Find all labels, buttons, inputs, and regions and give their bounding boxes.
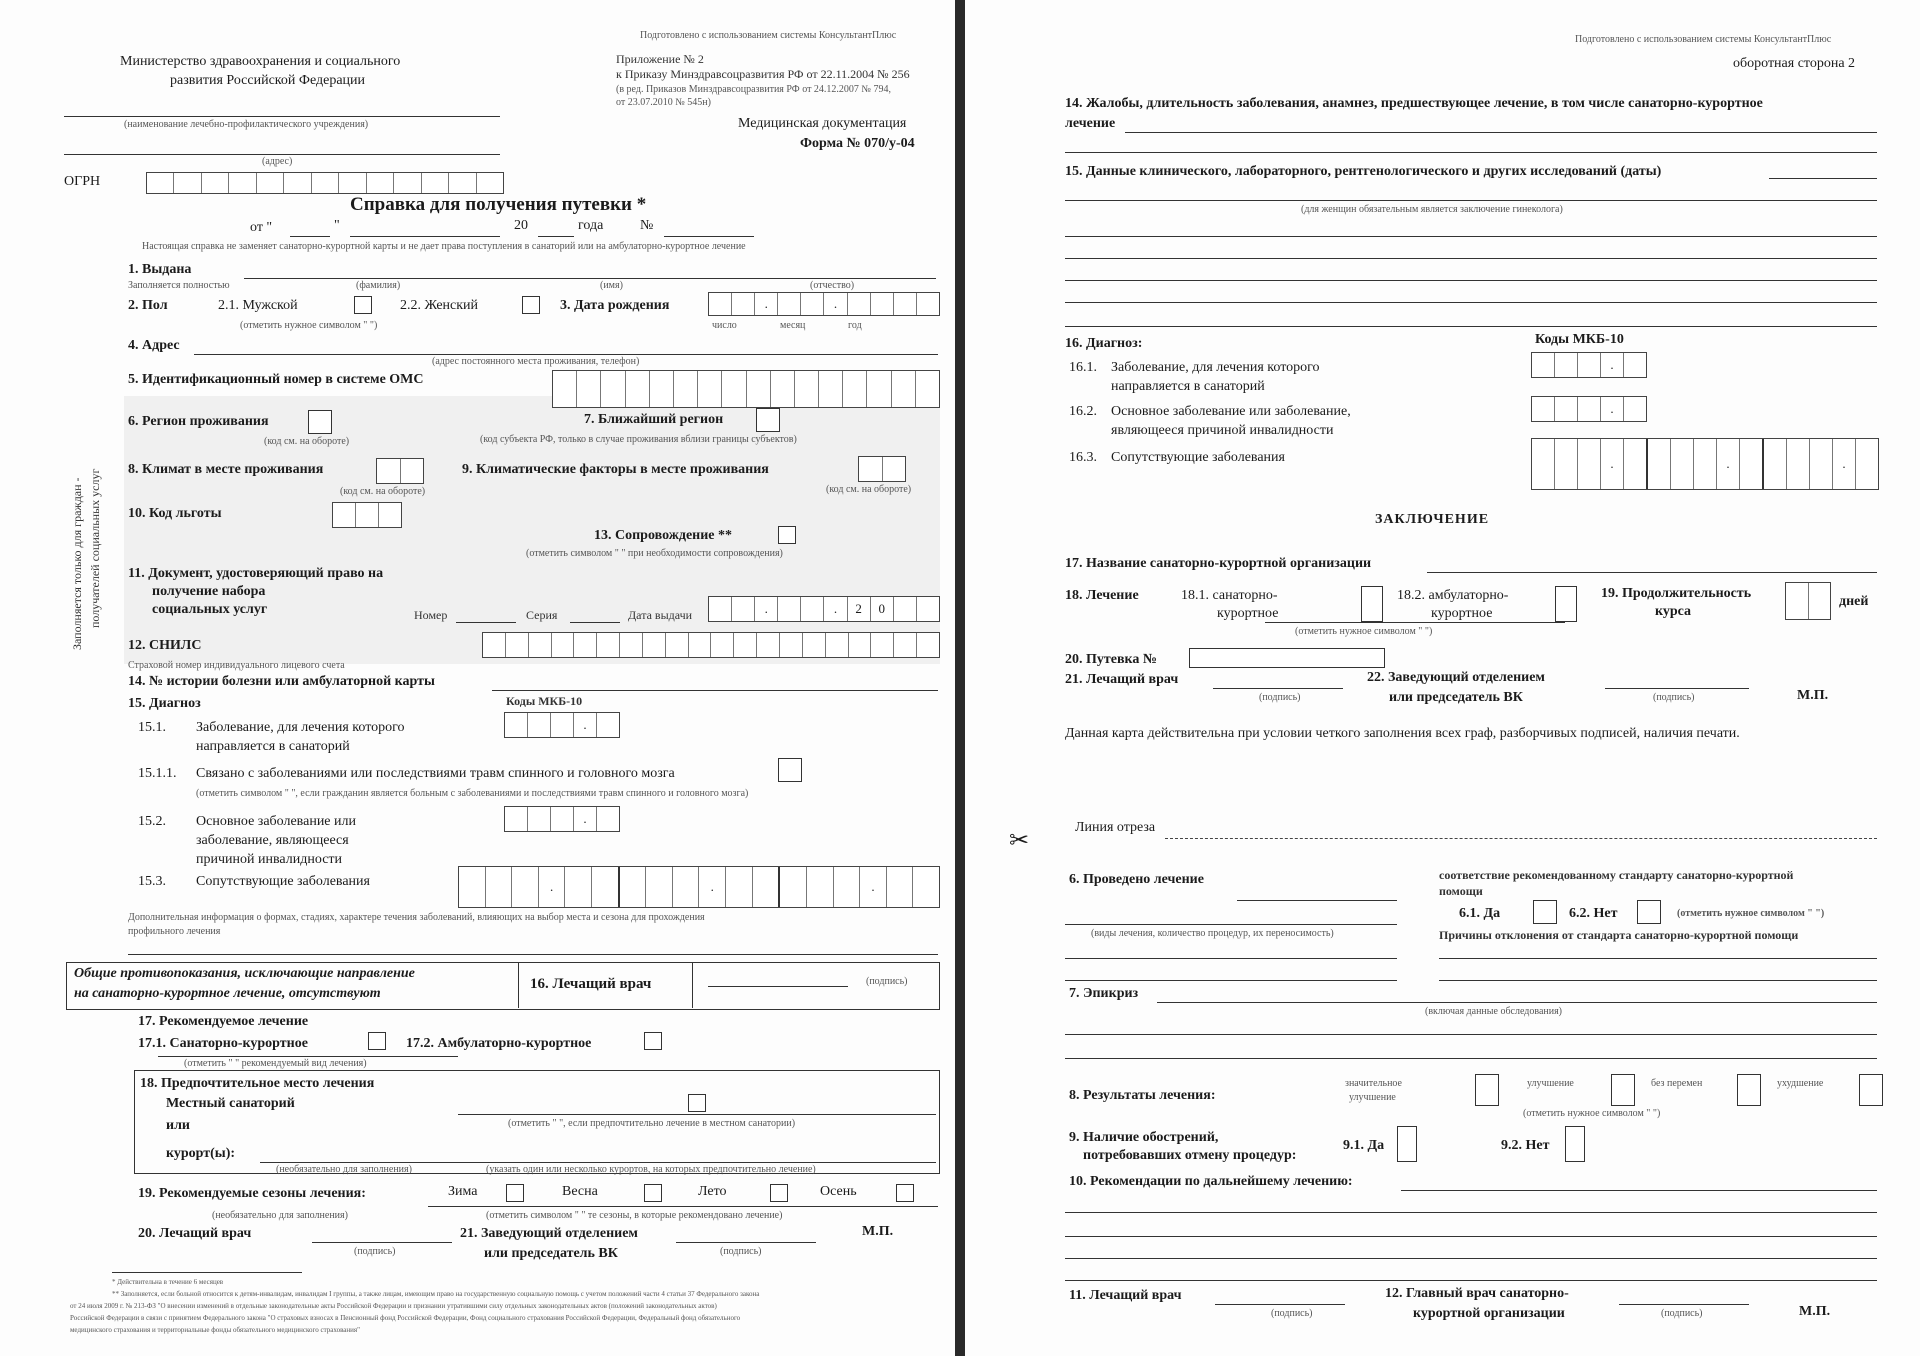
recommendations-line-5[interactable] — [1065, 1280, 1877, 1281]
sex-mark-caption: (отметить нужное символом " ") — [240, 320, 378, 331]
s15-3-number: 15.3. — [138, 874, 166, 889]
r-s16-2-line1: Основное заболевание или заболевание, — [1111, 404, 1351, 419]
s15-2-line3: причиной инвалидности — [196, 852, 343, 867]
date-from-label: от " — [250, 220, 273, 235]
outpatient-checkbox-back[interactable] — [1555, 586, 1577, 622]
complaints-line-2[interactable] — [1065, 152, 1877, 153]
contraindications-line1: Общие противопоказания, исключающие направление — [74, 966, 415, 981]
appendix-line2: к Приказу Минздравсоцразвития РФ от 22.11.2004 № 256 — [616, 67, 910, 81]
female-checkbox[interactable] — [522, 296, 540, 314]
s2-sex-label: 2. Пол — [128, 298, 168, 313]
result-significant-line2: улучшение — [1349, 1092, 1396, 1103]
c6-treatment-label: 6. Проведено лечение — [1069, 872, 1204, 887]
nearest-region-caption: (код субъекта РФ, только в случае проживания вблизи границы субъектов) — [480, 434, 797, 445]
doc-number-label: Номер — [414, 608, 448, 622]
address-caption: (адрес) — [262, 156, 293, 167]
ministry-name-line2: развития Российской Федерации — [170, 73, 366, 88]
doc-date-cell: 0 — [871, 597, 894, 621]
region-code-box[interactable] — [308, 410, 332, 434]
mkb-cells-disability[interactable]: . — [504, 806, 620, 832]
r-s19-line1: 19. Продолжительность — [1601, 586, 1752, 601]
doc-number-line[interactable] — [456, 622, 516, 623]
s15-1-1-text: Связано с заболеваниями или последствиями травм спинного и головного мозга — [196, 766, 675, 781]
r-s21-doctor-label: 21. Лечащий врач — [1065, 672, 1179, 687]
doc-date-cell — [894, 597, 917, 621]
residence-address-line[interactable] — [194, 354, 938, 355]
back-side-label: оборотная сторона 2 — [1733, 56, 1856, 71]
c11-signature-line[interactable] — [1215, 1304, 1345, 1305]
s18-optional-caption: (необязательно для заполнения) — [276, 1164, 412, 1175]
climate-code-cells[interactable] — [376, 458, 424, 484]
c7-caption: (включая данные обследования) — [1425, 1006, 1563, 1017]
s15-2-line1: Основное заболевание или — [196, 814, 356, 829]
footnote-4: Российской Федерации в связи с принятием Федерального закона "О страховых взносах в Пенсионный фонд Российской Федерации, Фонд социального страхования Российской Федерации, Федеральный фонд обязательного — [70, 1314, 741, 1322]
result-no-change-checkbox[interactable] — [1737, 1074, 1761, 1106]
year-caption: год — [848, 320, 862, 331]
research-line-3[interactable] — [1065, 258, 1877, 259]
institution-line — [64, 116, 500, 117]
recommendations-line-4[interactable] — [1065, 1258, 1877, 1259]
spinal-trauma-checkbox[interactable] — [778, 758, 802, 782]
r-s18-2-line2: курортное — [1431, 606, 1493, 621]
result-worse-checkbox[interactable] — [1859, 1074, 1883, 1106]
r-s18-1-line2: курортное — [1217, 606, 1279, 621]
s15-2-line2: заболевание, являющееся — [196, 833, 349, 848]
s15-1-line1: Заболевание, для лечения которого — [196, 720, 405, 735]
result-significant-checkbox[interactable] — [1475, 1074, 1499, 1106]
spring-checkbox[interactable] — [644, 1184, 662, 1202]
s11-document-line1: 11. Документ, удостоверяющий право на — [128, 566, 384, 581]
research-line-0[interactable] — [1769, 178, 1877, 179]
additional-info-line[interactable] — [128, 954, 938, 955]
region-code-caption: (код см. на обороте) — [264, 436, 350, 447]
s19-line — [428, 1206, 938, 1207]
date-day-line[interactable] — [290, 236, 330, 237]
sanatorium-treatment-checkbox[interactable] — [368, 1032, 386, 1050]
course-days-cells[interactable] — [1785, 582, 1831, 620]
season-autumn-label: Осень — [820, 1184, 857, 1199]
appendix-line4: от 23.07.2010 № 545н) — [616, 97, 711, 108]
c6-treatment-line-1[interactable] — [1237, 900, 1397, 901]
result-significant-line1: значительное — [1345, 1078, 1402, 1089]
page-divider — [955, 0, 965, 1356]
c12-signature-line[interactable] — [1619, 1304, 1749, 1305]
s18-or-label: или — [166, 1118, 190, 1133]
local-sanatorium-checkbox[interactable] — [688, 1094, 706, 1112]
full-name-line[interactable] — [244, 278, 936, 279]
r-s22-signature-caption: (подпись) — [1653, 692, 1695, 703]
cut-line — [1165, 838, 1877, 839]
s18-resort-caption: (указать один или несколько курортов, на которых предпочтительно лечение) — [486, 1164, 816, 1175]
research-line-2[interactable] — [1065, 236, 1877, 237]
s17-underline — [158, 1056, 458, 1057]
c6-standard-line1: соответствие рекомендованному стандарту санаторно-курортной — [1439, 868, 1794, 882]
result-improvement-label: улучшение — [1527, 1078, 1574, 1089]
sanatorium-checkbox-back[interactable] — [1361, 586, 1383, 622]
date-year-prefix: 20 — [514, 218, 528, 233]
s16-doctor-label: 16. Лечащий врач — [530, 976, 652, 992]
footnote-2: ** Заполняется, если больной относится к детям-инвалидам, инвалидам I группы, а также лицам, имеющим право на государственную социальную помощь с учетом положений части 4 статьи 37 Федерального закона — [112, 1290, 760, 1298]
s3-birthdate-label: 3. Дата рождения — [560, 298, 670, 313]
month-caption: месяц — [780, 320, 806, 331]
s9-climate-factors-label: 9. Климатические факторы в месте проживания — [462, 462, 769, 477]
c11-doctor-label: 11. Лечащий врач — [1069, 1288, 1182, 1303]
s1-issued-label: 1. Выдана — [128, 262, 192, 277]
s6-region-label: 6. Регион проживания — [128, 414, 269, 429]
s11-document-line3: социальных услуг — [152, 602, 268, 617]
s15-diagnosis-label: 15. Диагноз — [128, 696, 201, 711]
appendix-line3: (в ред. Приказов Минздравсоцразвития РФ от 24.12.2007 № 794, — [616, 84, 891, 95]
doc-date-cells[interactable] — [708, 596, 940, 622]
doc-date-cell — [801, 597, 824, 621]
s14-history-label: 14. № истории болезни или амбулаторной карты — [128, 674, 435, 689]
r-s16-3-number: 16.3. — [1069, 450, 1097, 465]
c11-signature-caption: (подпись) — [1271, 1308, 1313, 1319]
escort-checkbox[interactable] — [778, 526, 796, 544]
research-line-5[interactable] — [1065, 302, 1877, 303]
birthdate-cells[interactable]: . . — [708, 292, 940, 316]
s17-treatment-label: 17. Рекомендуемое лечение — [138, 1014, 309, 1029]
spinal-trauma-caption: (отметить символом " ", если гражданин является больным с заболеваниями и последствиями травм спинного и головного мозга) — [196, 788, 749, 799]
cut-line-label: Линия отреза — [1075, 820, 1156, 835]
s4-address-label: 4. Адрес — [128, 338, 180, 353]
summer-checkbox[interactable] — [770, 1184, 788, 1202]
organization-name-line[interactable] — [1427, 572, 1877, 573]
contra-divider — [518, 962, 519, 1008]
c6-treatment-line-2[interactable] — [1065, 924, 1397, 925]
r-s18-label: 18. Лечение — [1065, 588, 1139, 603]
winter-checkbox[interactable] — [506, 1184, 524, 1202]
doc-date-cell — [709, 597, 732, 621]
s19-seasons-label: 19. Рекомендуемые сезоны лечения: — [138, 1186, 366, 1201]
s21-head-line2: или председатель ВК — [484, 1246, 618, 1261]
s15-3-text: Сопутствующие заболевания — [196, 874, 370, 889]
c9-1-yes-label: 9.1. Да — [1343, 1138, 1385, 1153]
s15-1-1-number: 15.1.1. — [138, 766, 177, 781]
med-doc-label: Медицинская документация — [738, 116, 907, 131]
mkb-label: Коды МКБ-10 — [506, 694, 583, 708]
ministry-name-line1: Министерство здравоохранения и социального — [120, 54, 401, 69]
certificate-number-line[interactable] — [664, 236, 754, 237]
s12-snils-label: 12. СНИЛС — [128, 638, 202, 653]
nearest-region-box[interactable] — [756, 408, 780, 432]
residence-address-caption: (адрес постоянного места проживания, телефон) — [432, 356, 640, 367]
c9-line2: потребовавших отмену процедур: — [1083, 1148, 1297, 1163]
c8-results-label: 8. Результаты лечения: — [1069, 1088, 1216, 1103]
r-s14-line2: лечение — [1065, 116, 1116, 131]
c9-line1: 9. Наличие обострений, — [1069, 1130, 1219, 1145]
r-s16-2-number: 16.2. — [1069, 404, 1097, 419]
voucher-number-box[interactable] — [1189, 648, 1385, 668]
climate-factors-caption: (код см. на обороте) — [826, 484, 912, 495]
result-no-change-label: без перемен — [1651, 1078, 1703, 1089]
r-s16-2-line2: являющееся причиной инвалидности — [1111, 423, 1334, 438]
s18-resort-label: курорт(ы): — [166, 1146, 236, 1161]
footnote-5: медицинского страхования и территориальные фонды обязательного медицинского страхования" — [70, 1326, 360, 1334]
s11-document-line2: получение набора — [152, 584, 266, 599]
s2-male-label: 2.1. Мужской — [218, 298, 298, 313]
research-line-1[interactable] — [1065, 200, 1877, 201]
c6-treatment-line-3[interactable] — [1065, 958, 1397, 959]
doc-date-cell — [778, 597, 801, 621]
certificate-note: Настоящая справка не заменяет санаторно-курортной карты и не дает права поступления в санаторий или на амбулаторно-курортное лечение — [142, 241, 746, 252]
additional-info-line1: Дополнительная информация о формах, стадиях, характере течения заболеваний, влияющих на выбор места и сезона для прохождения — [128, 912, 705, 923]
r-s15-caption: (для женщин обязательным является заключение гинеколога) — [1301, 204, 1563, 215]
ogrn-cells[interactable] — [146, 172, 504, 194]
r-s22-line1: 22. Заведующий отделением — [1367, 670, 1545, 685]
climate-caption: (код см. на обороте) — [340, 486, 426, 497]
consultant-note: Подготовлено с использованием системы КонсультантПлюс — [640, 30, 897, 41]
male-checkbox[interactable] — [354, 296, 372, 314]
s7-nearest-region-label: 7. Ближайший регион — [584, 412, 724, 427]
s18-local-label: Местный санаторий — [166, 1096, 295, 1111]
escort-caption: (отметить символом " " при необходимости сопровождения) — [526, 548, 783, 559]
s15-1-line2: направляется в санаторий — [196, 739, 350, 754]
s8-climate-label: 8. Климат в месте проживания — [128, 462, 324, 477]
form-front-page — [0, 0, 955, 1356]
institution-caption: (наименование лечебно-профилактического учреждения) — [124, 119, 369, 130]
result-worse-label: ухудшение — [1777, 1078, 1824, 1089]
c10-recommendations-label: 10. Рекомендации по дальнейшему лечению: — [1069, 1174, 1353, 1189]
climate-factors-cells[interactable] — [858, 456, 906, 482]
doc-date-cell: . — [824, 597, 847, 621]
ogrn-label: ОГРН — [64, 174, 101, 189]
footnote-separator — [112, 1272, 302, 1273]
surname-caption: (фамилия) — [356, 280, 401, 291]
r-s22-line2: или председатель ВК — [1389, 690, 1523, 705]
s17-1-sanatorium-label: 17.1. Санаторно-курортное — [138, 1036, 308, 1051]
date-year-line[interactable] — [538, 236, 574, 237]
r-s19-line2: курса — [1655, 604, 1692, 619]
r-s18-underline — [1265, 622, 1565, 623]
result-improvement-checkbox[interactable] — [1611, 1074, 1635, 1106]
r-stamp-place: М.П. — [1797, 688, 1829, 703]
doc-date-cell — [917, 597, 939, 621]
c12-line1: 12. Главный врач санаторно- — [1385, 1286, 1569, 1301]
form-back-page — [965, 0, 1920, 1356]
epicrisis-line-2[interactable] — [1065, 1034, 1877, 1035]
c6-reasons-line-1[interactable] — [1439, 958, 1877, 959]
days-label: дней — [1839, 594, 1869, 609]
epicrisis-line-3[interactable] — [1065, 1058, 1877, 1059]
season-spring-label: Весна — [562, 1184, 598, 1199]
complaints-line-1[interactable] — [1125, 132, 1877, 133]
date-month-line[interactable] — [350, 236, 500, 237]
certificate-title: Справка для получения путевки * — [350, 194, 647, 215]
c7-epicrisis-label: 7. Эпикриз — [1069, 986, 1139, 1001]
s15-1-number: 15.1. — [138, 720, 166, 735]
c12-line2: курортной организации — [1413, 1306, 1565, 1321]
s16-signature-line[interactable] — [708, 986, 848, 987]
form-number: Форма № 070/у-04 — [800, 136, 915, 151]
doc-date-cell: . — [755, 597, 778, 621]
vertical-note-line1: Заполняется только для граждан - — [70, 477, 84, 650]
season-summer-label: Лето — [698, 1184, 727, 1199]
r-s21-signature-caption: (подпись) — [1259, 692, 1301, 703]
s5-oms-label: 5. Идентификационный номер в системе ОМС — [128, 372, 424, 387]
research-line-6[interactable] — [1065, 326, 1877, 327]
s1-fill-note: Заполняется полностью — [128, 280, 230, 291]
additional-info-line2: профильного лечения — [128, 926, 221, 937]
footnote-3: от 24 июля 2009 г. № 213-ФЗ "О внесении изменений в отдельные законодательные акты Российской Федерации и признании утратившими силу отдельных законодательных актов (положений законодательных актов) — [70, 1302, 717, 1310]
s18-local-line — [458, 1114, 936, 1115]
c6-reasons-line-2[interactable] — [1439, 980, 1877, 981]
contraindications-line2: на санаторно-курортное лечение, отсутствуют — [74, 986, 381, 1001]
c6-mark-caption: (отметить нужное символом " ") — [1677, 908, 1825, 919]
r-s18-2-line1: 18.2. амбулаторно- — [1397, 588, 1509, 603]
appendix-line1: Приложение № 2 — [616, 52, 704, 66]
s19-mark-caption: (отметить символом " " те сезоны, в которые рекомендовано лечение) — [486, 1210, 783, 1221]
autumn-checkbox[interactable] — [896, 1184, 914, 1202]
number-sign: № — [640, 218, 654, 233]
r-s18-1-line1: 18.1. санаторно- — [1181, 588, 1278, 603]
recommendations-line-3[interactable] — [1065, 1236, 1877, 1237]
date-year-word: года — [578, 218, 604, 233]
benefit-code-cells[interactable] — [332, 502, 402, 528]
c6-2-no-label: 6.2. Нет — [1569, 906, 1618, 921]
r-s16-label: 16. Диагноз: — [1065, 336, 1143, 351]
consultant-note-back: Подготовлено с использованием системы КонсультантПлюс — [1575, 34, 1832, 45]
research-line-4[interactable] — [1065, 280, 1877, 281]
history-number-line[interactable] — [492, 690, 938, 691]
r-mkb-cells-disability[interactable]: . — [1531, 396, 1647, 422]
c6-1-yes-label: 6.1. Да — [1459, 906, 1501, 921]
r-s16-1-number: 16.1. — [1069, 360, 1097, 375]
s20-signature-line[interactable] — [312, 1242, 452, 1243]
stamp-place-label: М.П. — [862, 1224, 894, 1239]
day-caption: число — [712, 320, 737, 331]
r-mkb-cells-main[interactable]: . — [1531, 352, 1647, 378]
doc-date-cell: 2 — [848, 597, 871, 621]
contra-divider-2 — [692, 962, 693, 1008]
doc-date-label: Дата выдачи — [628, 608, 693, 622]
c12-signature-caption: (подпись) — [1661, 1308, 1703, 1319]
s19-optional-caption: (необязательно для заполнения) — [212, 1210, 348, 1221]
doc-series-label: Серия — [526, 608, 558, 622]
standard-no-checkbox[interactable] — [1637, 900, 1661, 924]
r-s22-signature-line[interactable] — [1605, 688, 1749, 689]
s2-female-label: 2.2. Женский — [400, 298, 479, 313]
date-quote: " — [334, 218, 340, 233]
r-s15-label: 15. Данные клинического, лабораторного, рентгенологического и других исследований (даты) — [1065, 164, 1662, 179]
epicrisis-line-1[interactable] — [1157, 1002, 1877, 1003]
c12-stamp-place: М.П. — [1799, 1304, 1831, 1319]
r-mkb-label: Коды МКБ-10 — [1535, 332, 1624, 347]
exacerbation-no-checkbox[interactable] — [1565, 1126, 1585, 1162]
s20-signature-caption: (подпись) — [354, 1246, 396, 1257]
standard-yes-checkbox[interactable] — [1533, 900, 1557, 924]
r-s16-3-text: Сопутствующие заболевания — [1111, 450, 1285, 465]
r-s20-voucher-label: 20. Путевка № — [1065, 652, 1157, 667]
doc-series-line[interactable] — [570, 622, 620, 623]
r-s16-1-line1: Заболевание, для лечения которого — [1111, 360, 1320, 375]
s10-benefit-label: 10. Код льготы — [128, 506, 222, 521]
recommendations-line-1[interactable] — [1401, 1190, 1877, 1191]
conclusion-heading: ЗАКЛЮЧЕНИЕ — [1375, 512, 1490, 527]
s16-signature-caption: (подпись) — [866, 976, 908, 987]
c6-reasons-label: Причины отклонения от стандарта санаторно-курортной помощи — [1439, 928, 1799, 942]
c6-caption: (виды лечения, количество процедур, их переносимость) — [1091, 928, 1334, 939]
r-s21-signature-line[interactable] — [1213, 688, 1343, 689]
s20-doctor-label: 20. Лечащий врач — [138, 1226, 252, 1241]
address-line — [64, 154, 500, 155]
s18-local-caption: (отметить " ", если предпочтительно лечение в местном санатории) — [508, 1118, 796, 1129]
recommendations-line-2[interactable] — [1065, 1212, 1877, 1213]
s21-signature-line[interactable] — [676, 1242, 816, 1243]
exacerbation-yes-checkbox[interactable] — [1397, 1126, 1417, 1162]
snils-cells[interactable] — [482, 632, 940, 658]
vertical-note-line2: получателей социальных услуг — [88, 468, 102, 628]
c8-caption: (отметить нужное символом " ") — [1523, 1108, 1661, 1119]
mkb-cells-concomitant[interactable]: . . . — [458, 866, 940, 908]
s15-2-number: 15.2. — [138, 814, 166, 829]
r-s17-label: 17. Название санаторно-курортной организации — [1065, 556, 1372, 571]
r-s18-caption: (отметить нужное символом " ") — [1295, 626, 1433, 637]
r-mkb-cells-concomitant[interactable]: . . . — [1531, 438, 1879, 490]
mkb-cells-main[interactable]: . — [504, 712, 620, 738]
scissors-icon: ✂ — [1009, 828, 1030, 854]
c9-2-no-label: 9.2. Нет — [1501, 1138, 1550, 1153]
validity-note: Данная карта действительна при условии четкого заполнения всех граф, разборчивых подписей, наличия печати. — [1065, 726, 1740, 741]
r-s16-1-line2: направляется в санаторий — [1111, 379, 1265, 394]
footnote-1: * Действительна в течение 6 месяцев — [112, 1278, 224, 1286]
outpatient-treatment-checkbox[interactable] — [644, 1032, 662, 1050]
s21-head-line1: 21. Заведующий отделением — [460, 1226, 638, 1241]
s18-place-label: 18. Предпочтительное место лечения — [140, 1076, 375, 1091]
r-s14-line1: 14. Жалобы, длительность заболевания, анамнез, предшествующее лечение, в том числе санаторно-курортное — [1065, 96, 1763, 111]
season-winter-label: Зима — [448, 1184, 478, 1199]
s17-caption: (отметить " " рекомендуемый вид лечения) — [184, 1058, 367, 1069]
c6-treatment-line-4[interactable] — [1065, 980, 1397, 981]
s13-escort-label: 13. Сопровождение ** — [594, 528, 733, 543]
s17-2-outpatient-label: 17.2. Амбулаторно-курортное — [406, 1036, 592, 1051]
snils-caption: Страховой номер индивидуального лицевого счета — [128, 660, 345, 671]
s18-resort-line[interactable] — [260, 1162, 936, 1163]
patronymic-caption: (отчество) — [810, 280, 855, 291]
s21-signature-caption: (подпись) — [720, 1246, 762, 1257]
c6-standard-line2: помощи — [1439, 884, 1483, 898]
name-caption: (имя) — [600, 280, 623, 291]
oms-number-cells[interactable] — [552, 370, 940, 408]
doc-date-cell — [732, 597, 755, 621]
